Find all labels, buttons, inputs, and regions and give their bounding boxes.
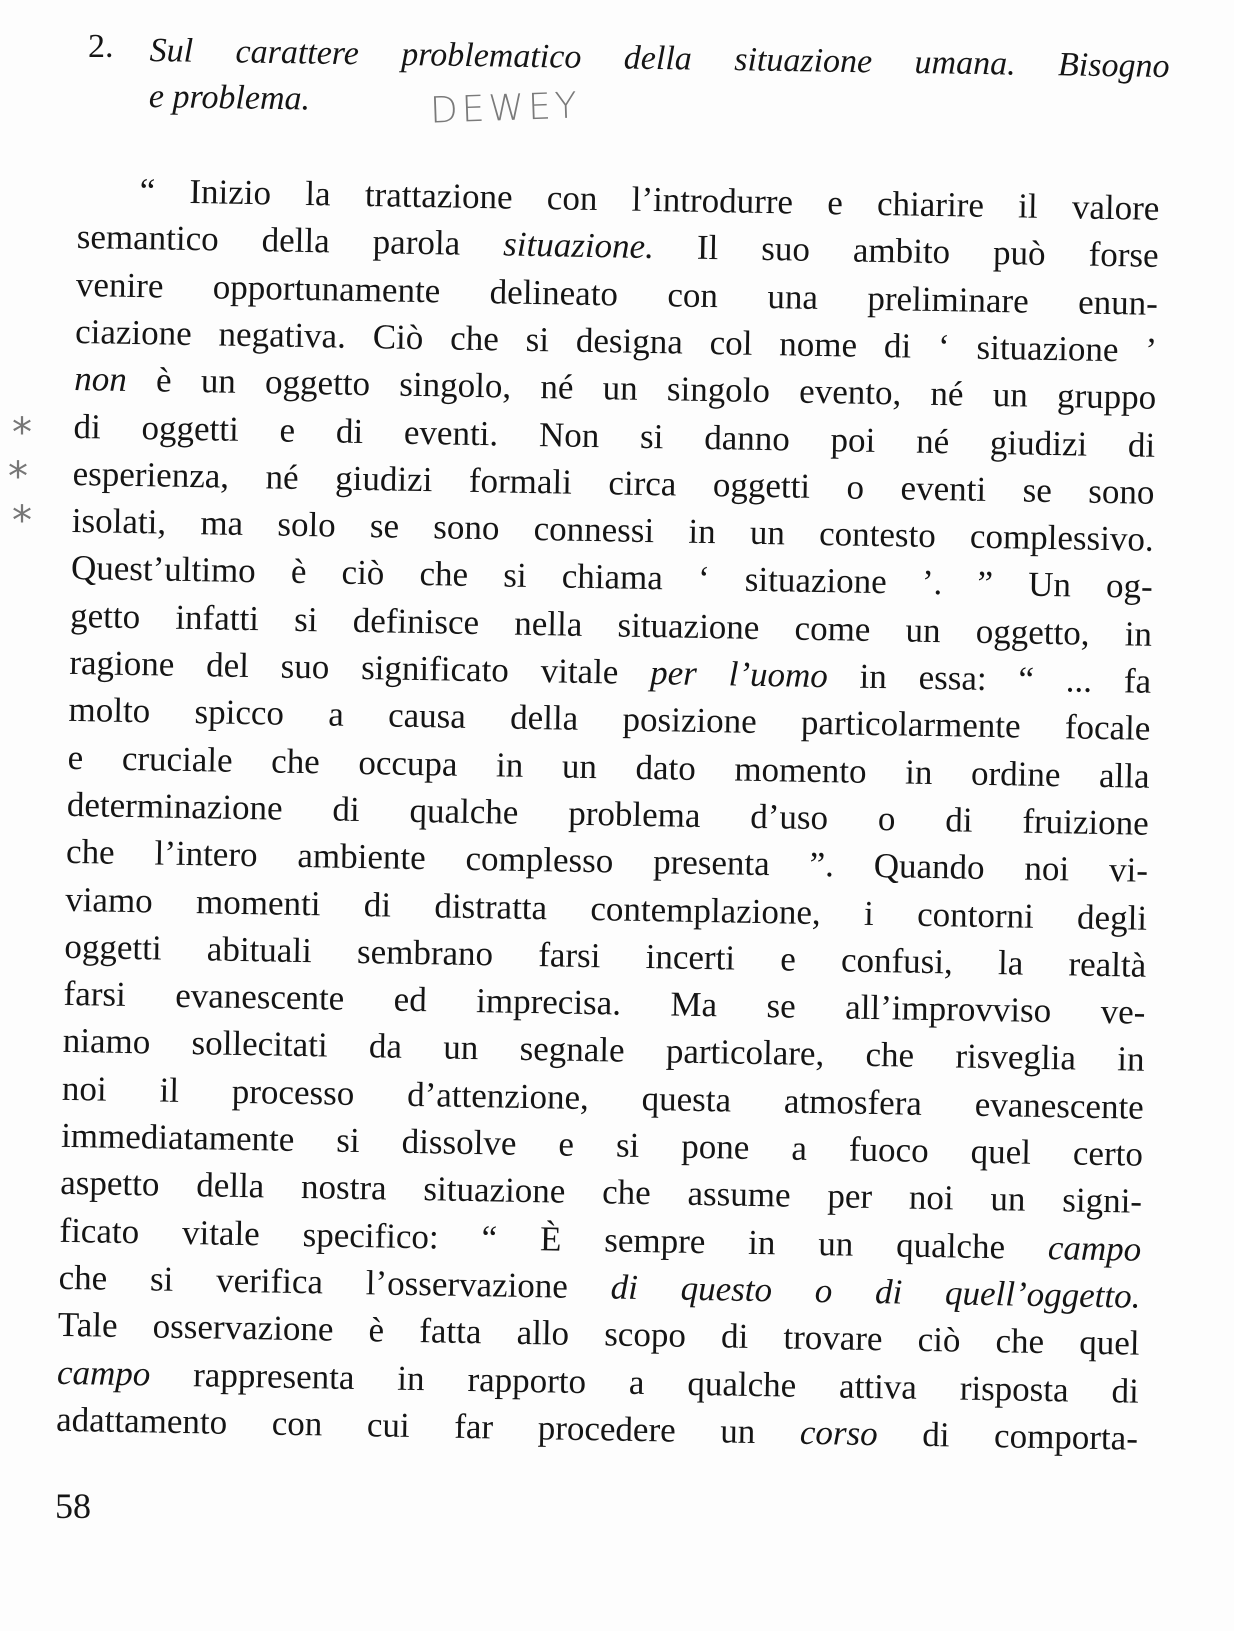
text-line: ragione del suo significato vitale per l’uomo in essa: “ ... fa (69, 642, 1152, 701)
asterisk-mark-icon: * (12, 410, 32, 456)
section-number: 2. (88, 28, 114, 65)
text-line: determinazione di qualche problema d’uso o di fruizione (66, 784, 1150, 843)
text-line: esperienza, né giudizi formali circa oggetti o eventi se sono (72, 453, 1155, 512)
text-line: campo rappresenta in rapporto a qualche attiva risposta di (56, 1352, 1140, 1411)
body-text (55, 170, 1160, 1458)
section-title-line-2: e problema. (148, 77, 311, 118)
text-line: Quest’ultimo è ciò che si chiama ‘ situazione ’. ” Un og- (70, 548, 1154, 607)
text-line: non è un oggetto singolo, né un singolo evento, né un gruppo (74, 359, 1157, 418)
asterisk-mark-icon: * (12, 498, 32, 544)
text-line: di oggetti e di eventi. Non si danno poi né giudizi di (73, 406, 1156, 465)
text-line: venire opportunamente delineato con una preliminare enun- (75, 264, 1159, 323)
handwritten-note: DEWEY (429, 85, 582, 132)
text-line: che l’intero ambiente complesso presenta ”. Quando noi vi- (65, 832, 1149, 890)
text-line: adattamento con cui far procedere un corso di comporta- (55, 1399, 1139, 1458)
text-line: semantico della parola situazione. Il suo ambito può forse (76, 217, 1159, 276)
section-heading (149, 28, 1170, 136)
text-line: aspetto della nostra situazione che assume per noi un signi- (59, 1163, 1143, 1222)
text-line: e cruciale che occupa in un dato momento in ordine alla (67, 737, 1150, 796)
text-line: niamo sollecitati da un segnale particolare, che risveglia in (62, 1021, 1145, 1080)
text-line: Tale osservazione è fatta allo scopo di trovare ciò che quel (57, 1305, 1140, 1363)
text-line: farsi evanescente ed imprecisa. Ma se all’improvviso ve- (63, 973, 1146, 1032)
text-line: immediatamente si dissolve e si pone a fuoco quel certo (60, 1115, 1144, 1174)
text-line: isolati, ma solo se sono connessi in un contesto complessivo. (71, 501, 1155, 559)
section-title-line-1: Sul carattere problematico della situazione umana. Bisogno (149, 31, 1170, 86)
text-line: “ Inizio la trattazione con l’introdurre e chiarire il valore (139, 171, 1160, 228)
text-line: ciazione negativa. Ciò che si designa col nome di ‘ situazione ’ (74, 311, 1158, 370)
text-line: oggetti abituali sembrano farsi incerti e confusi, la realtà (64, 926, 1147, 985)
page-number: 58 (55, 1486, 91, 1526)
text-line: molto spicco a causa della posizione particolarmente focale (68, 690, 1151, 749)
text-line: viamo momenti di distratta contemplazione, i contorni degli (64, 879, 1148, 938)
text-line: getto infatti si definisce nella situazione come un oggetto, in (69, 595, 1153, 654)
asterisk-mark-icon: * (8, 454, 28, 500)
text-line: noi il processo d’attenzione, questa atmosfera evanescente (61, 1068, 1145, 1127)
text-line: che si verifica l’osservazione di questo o di quell’oggetto. (58, 1257, 1141, 1316)
text-line: ficato vitale specifico: “ È sempre in un qualche campo (59, 1210, 1142, 1269)
